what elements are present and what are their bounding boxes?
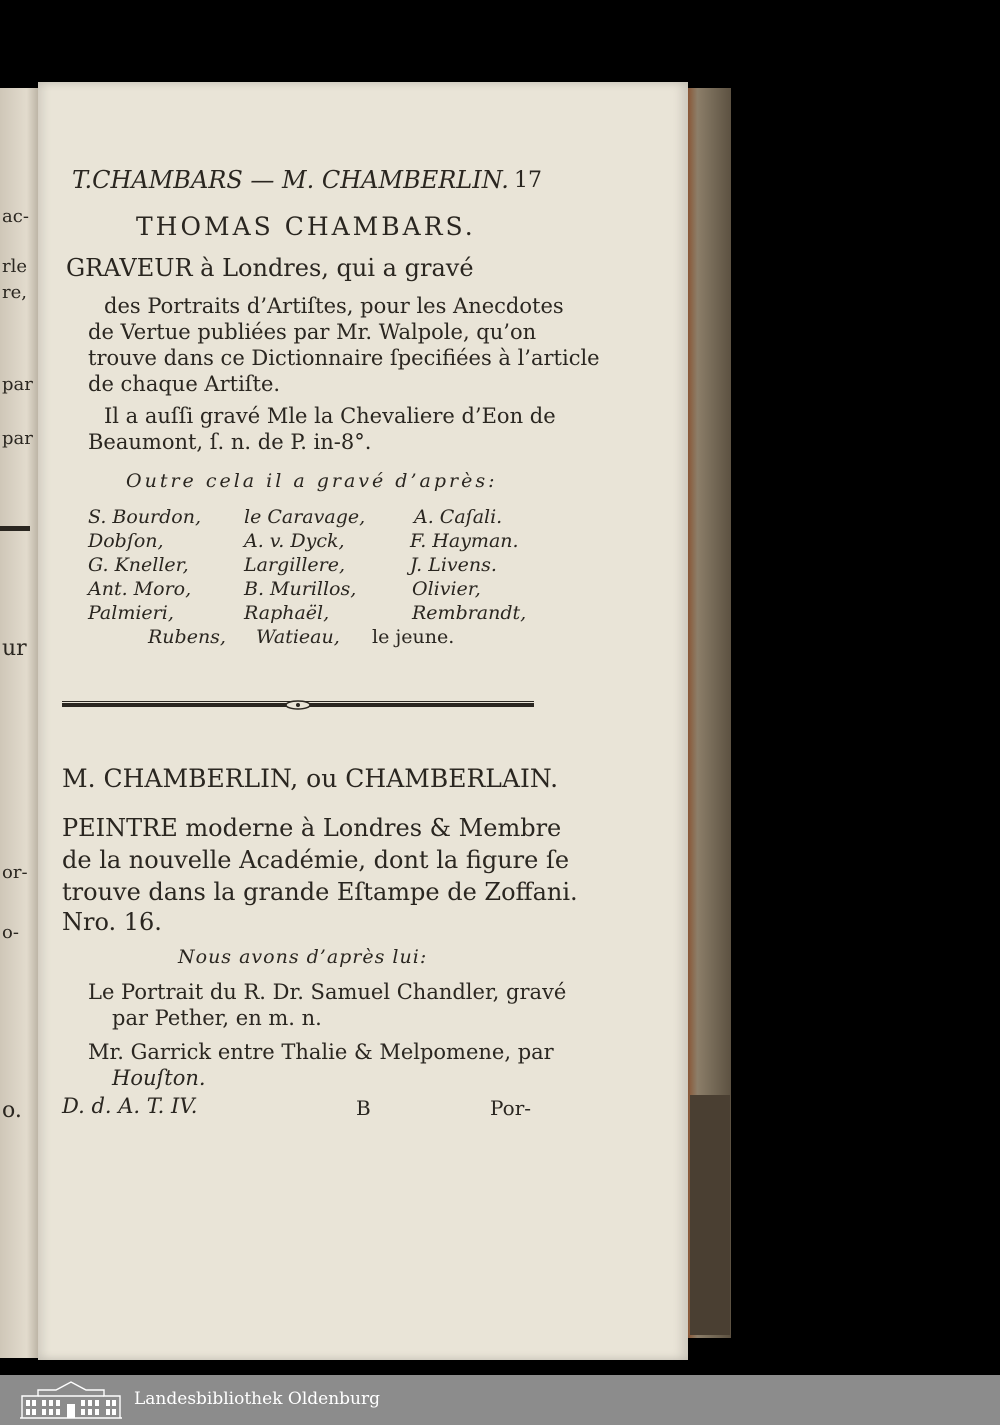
margin-fragment: par [2, 428, 33, 449]
margin-fragment: re, [2, 282, 27, 303]
library-name: Landesbibliothek Oldenburg [134, 1389, 381, 1409]
entry-text-line: GRAVEUR à Londres, qui a gravé [66, 254, 474, 282]
gathering-letter: B [356, 1096, 371, 1120]
artist-name: J. Livens. [410, 554, 497, 576]
entry-text-line: trouve dans ce Dictionnaire ſpecifiées à l’article [88, 346, 600, 370]
entry-title: THOMAS CHAMBARS. [136, 212, 476, 241]
artist-name: Palmieri, [88, 602, 174, 624]
artist-name: S. Bourdon, [88, 506, 202, 528]
entry-title: M. CHAMBERLIN, ou CHAMBERLAIN. [62, 764, 559, 793]
entry-text-line: PEINTRE moderne à Londres & Membre [62, 814, 562, 842]
adjacent-page-edge [0, 88, 38, 1358]
entry-text-line: Il a auſſi gravé Mle la Chevaliere d’Eon de [104, 404, 556, 428]
work-line: Houſton. [112, 1066, 206, 1090]
ornamental-divider [62, 700, 534, 710]
margin-fragment: par [2, 374, 33, 395]
work-line: Mr. Garrick entre Thalie & Melpomene, par [88, 1040, 554, 1064]
entry-text-line: de la nouvelle Académie, dont la figure ſe [62, 846, 570, 874]
artist-name: Ant. Moro, [88, 578, 192, 600]
margin-fragment: ac- [2, 206, 29, 227]
work-line: Le Portrait du R. Dr. Samuel Chandler, gravé [88, 980, 567, 1004]
artist-name: G. Kneller, [88, 554, 189, 576]
artist-name: F. Hayman. [410, 530, 519, 552]
entry-text-line: de chaque Artiſte. [88, 372, 281, 396]
artist-name: Rembrandt, [412, 602, 527, 624]
artist-name: B. Murillos, [244, 578, 357, 600]
list-heading: Outre cela il a gravé d’après: [126, 470, 498, 492]
artist-name: le Caravage, [244, 506, 366, 528]
catchword: Por- [490, 1096, 532, 1120]
margin-fragment: rle [2, 256, 28, 277]
book-spine-shadow [690, 1095, 730, 1335]
work-line: par Pether, en m. n. [112, 1006, 322, 1030]
signature-mark: D. d. A. T. IV. [62, 1094, 198, 1118]
margin-fragment: ur [2, 636, 27, 661]
entry-text-line: trouve dans la grande Eſtampe de Zoffani. [62, 878, 578, 906]
margin-fragment: o- [2, 922, 19, 943]
artist-name: A. v. Dyck, [244, 530, 345, 552]
margin-fragment: or- [2, 862, 28, 883]
margin-rule [0, 526, 30, 531]
margin-fragment: o. [2, 1098, 22, 1123]
entry-text-line: Beaumont, ſ. n. de P. in-8°. [88, 430, 372, 454]
artist-suffix: le jeune. [372, 626, 455, 648]
artist-name: A. Caſali. [414, 506, 503, 528]
library-building-icon [18, 1378, 124, 1422]
page-number: 17 [514, 168, 542, 193]
list-heading: Nous avons d’après lui: [178, 946, 428, 968]
entry-text-line: Nro. 16. [62, 908, 162, 936]
entry-text-line: des Portraits d’Artiſtes, pour les Anecdotes [104, 294, 564, 318]
artist-name: Rubens, [148, 626, 226, 648]
artist-name: Raphaël, [244, 602, 330, 624]
entry-text-line: de Vertue publiées par Mr. Walpole, qu’on [88, 320, 537, 344]
artist-name: Watieau, [256, 626, 340, 648]
running-head: T.CHAMBARS — M. CHAMBERLIN. [72, 166, 509, 194]
artist-name: Largillere, [244, 554, 346, 576]
artist-name: Dobſon, [88, 530, 164, 552]
artist-name: Olivier, [412, 578, 481, 600]
